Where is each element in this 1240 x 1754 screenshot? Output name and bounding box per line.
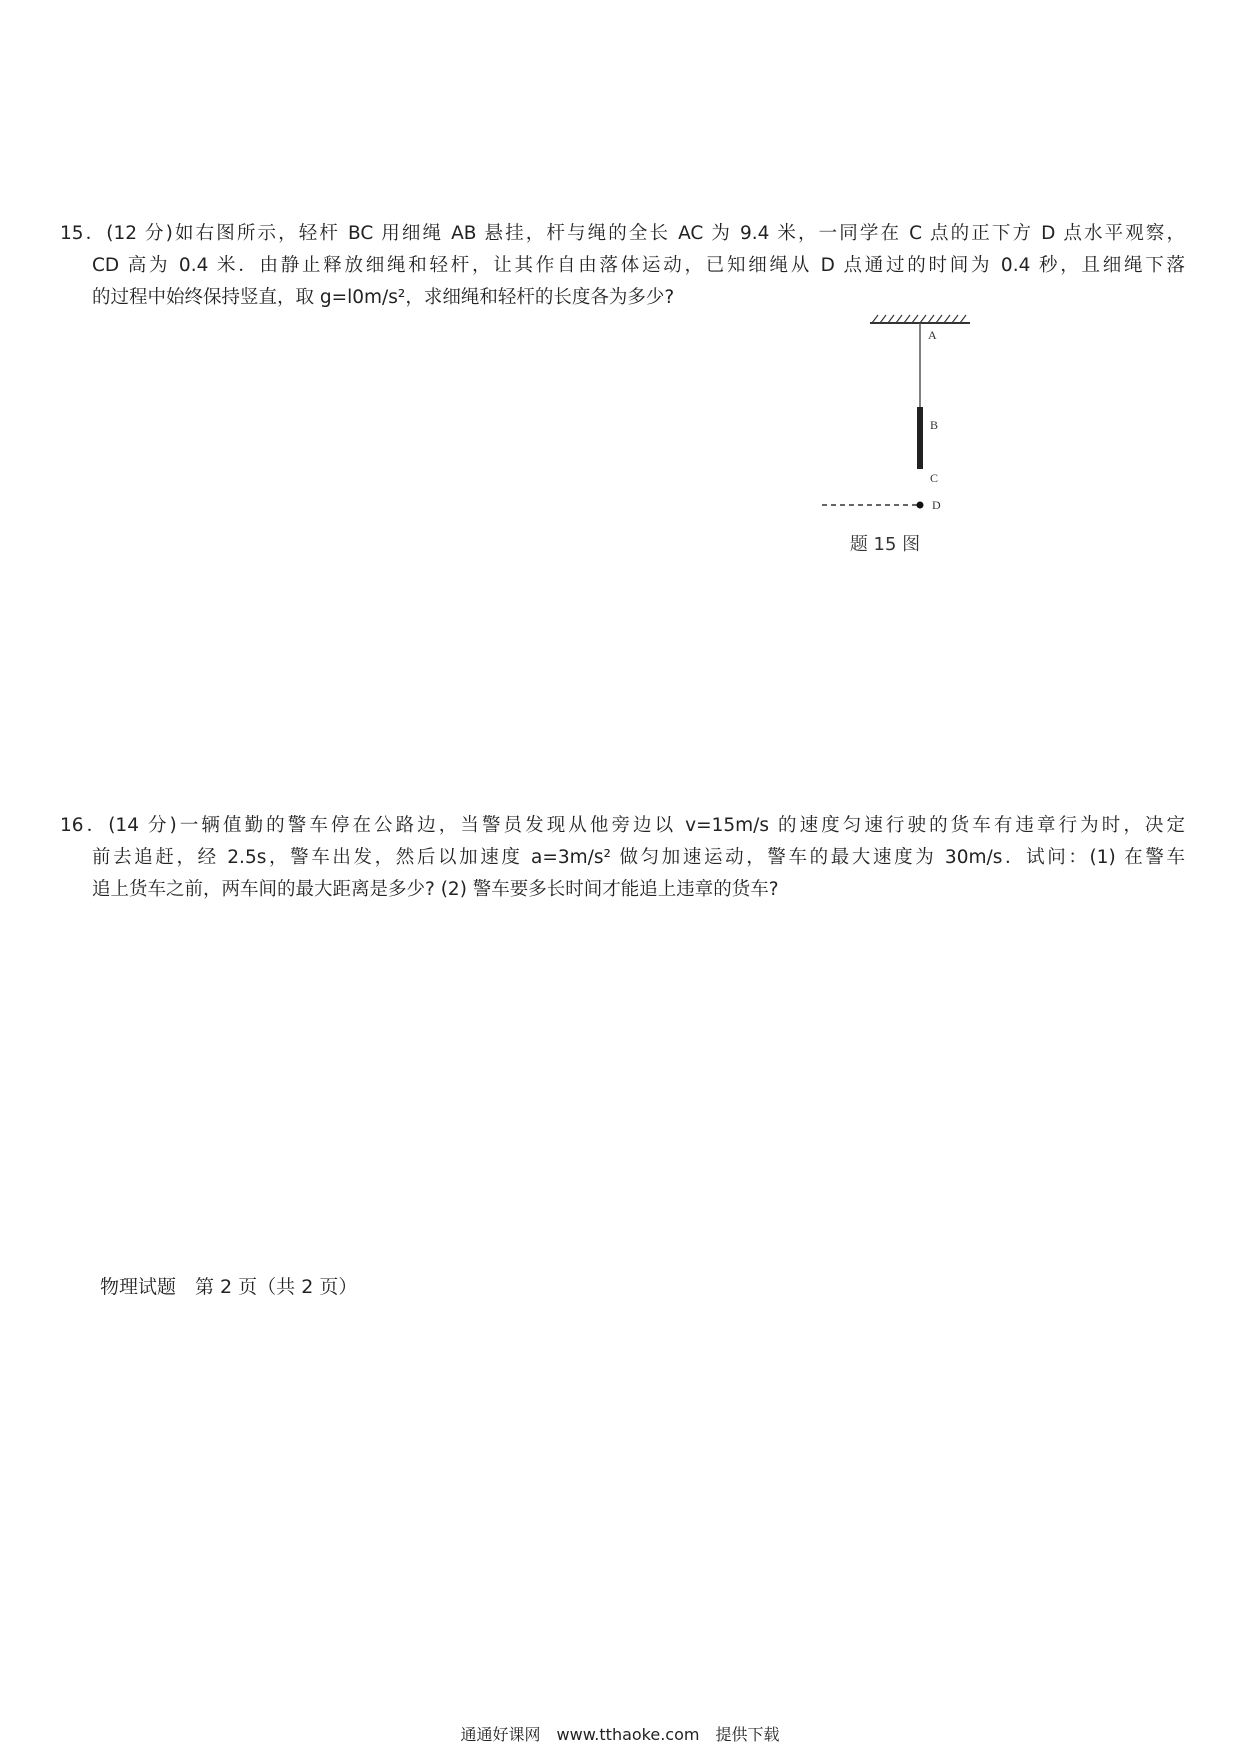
question-15-number: 15．	[60, 223, 107, 244]
question-16-line-2: 前去追赶，经 2.5s，警车出发，然后以加速度 a=3m/s² 做匀加速运动，警车的最大速度为 30m/s．试问：(1) 在警车	[92, 847, 1185, 868]
question-15-line-2: CD 高为 0.4 米．由静止释放细绳和轻杆，让其作自由落体运动，已知细绳从 D 点通过的时间为 0.4 秒，且细绳下落	[92, 255, 1185, 276]
ceiling-hatching	[872, 315, 966, 323]
question-15-line-1: 15．(12 分)如右图所示，轻杆 BC 用细绳 AB 悬挂，杆与绳的全长 AC 为 9.4 米，一同学在 C 点的正下方 D 点水平观察，	[60, 223, 1186, 244]
figure-15	[810, 305, 980, 555]
question-16	[60, 810, 1185, 906]
question-15	[60, 218, 1185, 314]
question-16-line-3: 追上货车之前，两车间的最大距离是多少? (2) 警车要多长时间才能追上违章的货车?	[92, 879, 779, 900]
rod-bc	[917, 407, 923, 469]
question-15-line-3: 的过程中始终保持竖直，取 g=l0m/s²，求细绳和轻杆的长度各为多少?	[92, 287, 675, 308]
label-b: B	[930, 418, 939, 432]
question-16-line-1: 16．(14 分)一辆值勤的警车停在公路边，当警员发现从他旁边以 v=15m/s 的速度匀速行驶的货车有违章行为时，决定	[60, 815, 1185, 836]
label-d: D	[932, 498, 941, 512]
page-label: 物理试题 第 2 页（共 2 页）	[100, 1276, 358, 1298]
figure-15-caption: 题 15 图	[849, 534, 921, 555]
label-a: A	[928, 328, 937, 342]
question-16-number: 16．	[60, 815, 109, 836]
footer-download-note: 通通好课网 www.tthaoke.com 提供下载	[460, 1725, 780, 1744]
figure-15-diagram	[810, 305, 980, 530]
label-c: C	[930, 471, 939, 485]
point-d-dot	[917, 502, 924, 509]
